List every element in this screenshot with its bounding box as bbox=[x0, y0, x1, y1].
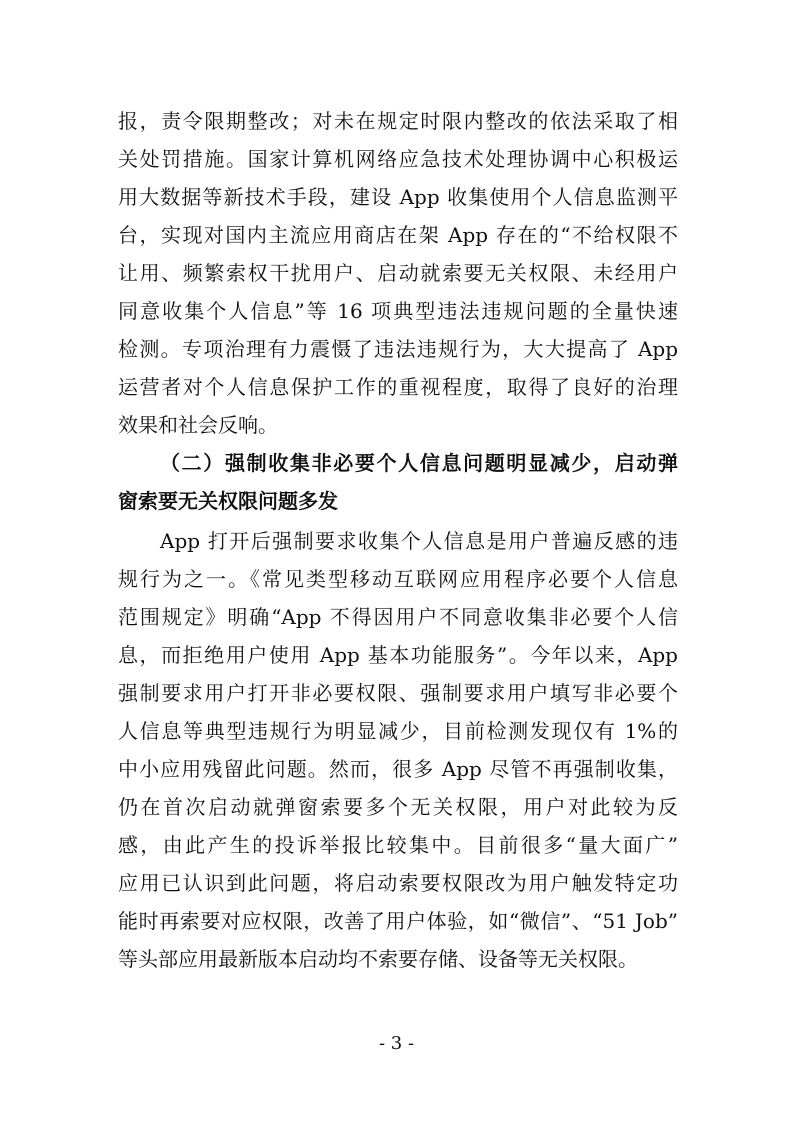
body-text-line: 感，由此产生的投诉举报比较集中。目前很多“量大面广” bbox=[118, 833, 678, 857]
body-text-line: 规行为之一。《常见类型移动互联网应用程序必要个人信息 bbox=[118, 567, 678, 591]
body-text-line: App 打开后强制要求收集个人信息是用户普遍反感的违 bbox=[160, 529, 678, 553]
body-text-line: 中小应用残留此问题。然而，很多 App 尽管不再强制收集， bbox=[118, 757, 678, 781]
body-text-line: 同意收集个人信息”等 16 项典型违法违规问题的全量快速 bbox=[118, 299, 678, 323]
section-heading-line: （二）强制收集非必要个人信息问题明显减少，启动弹 bbox=[160, 451, 678, 475]
body-text-line: 等头部应用最新版本启动均不索要存储、设备等无关权限。 bbox=[118, 947, 638, 971]
body-text-line: 人信息等典型违规行为明显减少，目前检测发现仅有 1%的 bbox=[118, 719, 678, 743]
body-text-line: 强制要求用户打开非必要权限、强制要求用户填写非必要个 bbox=[118, 681, 678, 705]
body-text-line: 仍在首次启动就弹窗索要多个无关权限，用户对此较为反 bbox=[118, 795, 678, 819]
body-text-line: 让用、频繁索权干扰用户、启动就索要无关权限、未经用户 bbox=[118, 261, 678, 285]
body-text-line: 检测。专项治理有力震慑了违法违规行为，大大提高了 App bbox=[118, 337, 678, 361]
body-text-line: 报，责令限期整改；对未在规定时限内整改的依法采取了相 bbox=[118, 109, 678, 133]
body-text-line: 效果和社会反响。 bbox=[118, 413, 278, 437]
section-heading-line: 窗索要无关权限问题多发 bbox=[118, 489, 338, 513]
body-text-line: 息，而拒绝用户使用 App 基本功能服务”。今年以来，App bbox=[118, 643, 678, 667]
body-text-line: 应用已认识到此问题，将启动索要权限改为用户触发特定功 bbox=[118, 871, 678, 895]
body-text-line: 运营者对个人信息保护工作的重视程度，取得了良好的治理 bbox=[118, 375, 678, 399]
body-text-line: 范围规定》明确“App 不得因用户不同意收集非必要个人信 bbox=[118, 605, 678, 629]
body-text-line: 台，实现对国内主流应用商店在架 App 存在的“不给权限不 bbox=[118, 223, 678, 247]
body-text-line: 关处罚措施。国家计算机网络应急技术处理协调中心积极运 bbox=[118, 147, 678, 171]
page-number: - 3 - bbox=[378, 1033, 415, 1054]
body-text-line: 能时再索要对应权限，改善了用户体验，如“微信”、“51 Job” bbox=[118, 909, 678, 933]
body-text-line: 用大数据等新技术手段，建设 App 收集使用个人信息监测平 bbox=[118, 185, 678, 209]
